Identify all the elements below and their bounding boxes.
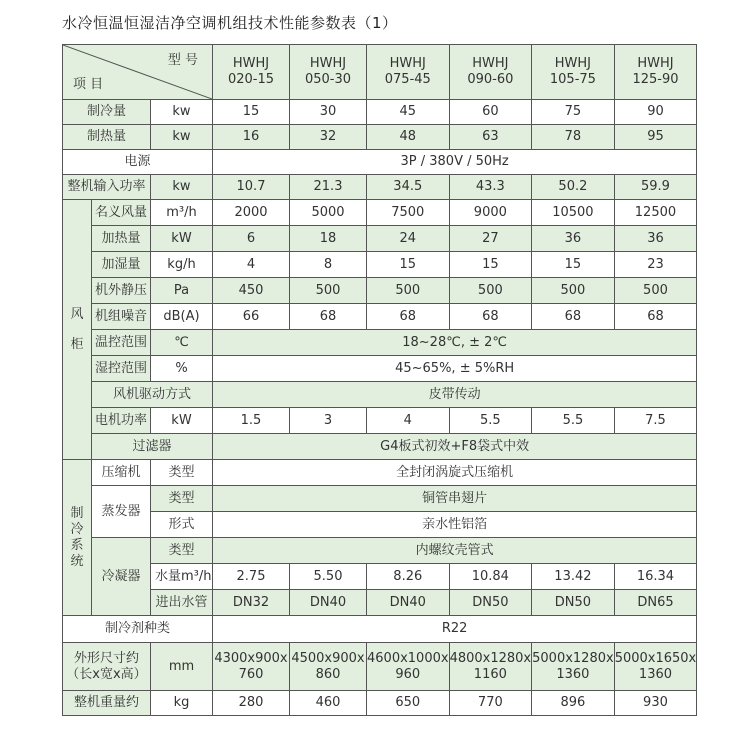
model-header: HWHJ 050-30 — [290, 45, 367, 100]
value-cell: 59.9 — [614, 175, 697, 200]
value-cell: 2000 — [213, 200, 290, 226]
table-row — [63, 150, 697, 175]
value-cell: 27 — [449, 226, 532, 252]
table-row — [63, 226, 697, 252]
row-label: 制热量 — [63, 125, 151, 150]
value-cell: 4300x900x 760 — [213, 643, 290, 691]
table-row — [63, 512, 697, 538]
refrigeration-group-label: 制 冷 系 统 — [63, 460, 92, 616]
value-cell: DN32 — [213, 590, 290, 616]
merged-value-cell: 亲水性铝箔 — [213, 512, 697, 538]
value-cell: 60 — [449, 100, 532, 125]
value-cell: 8.26 — [367, 564, 450, 590]
value-cell: 13.42 — [532, 564, 615, 590]
model-header: HWHJ 090-60 — [449, 45, 532, 100]
value-cell: 48 — [367, 125, 450, 150]
value-cell: 16.34 — [614, 564, 697, 590]
row-label: 风机驱动方式 — [92, 382, 213, 408]
row-label: 温控范围 — [92, 330, 151, 356]
value-cell: 500 — [449, 278, 532, 304]
merged-value-cell: 铜管串翅片 — [213, 486, 697, 512]
row-label: 机组噪音 — [92, 304, 151, 330]
row-label: 湿控范围 — [92, 356, 151, 382]
spec-table — [62, 44, 697, 716]
table-row — [63, 125, 697, 150]
value-cell: 2.75 — [213, 564, 290, 590]
value-cell: 21.3 — [290, 175, 367, 200]
header-corner — [63, 45, 213, 100]
unit-cell: mm — [151, 643, 213, 691]
value-cell: 68 — [290, 304, 367, 330]
table-row — [63, 538, 697, 564]
model-header: HWHJ 105-75 — [532, 45, 615, 100]
table-row — [63, 382, 697, 408]
merged-value-cell: 全封闭涡旋式压缩机 — [213, 460, 697, 486]
value-cell: 6 — [213, 226, 290, 252]
value-cell: 7500 — [367, 200, 450, 226]
table-row — [63, 278, 697, 304]
row-label: 加热量 — [92, 226, 151, 252]
table-row — [63, 564, 697, 590]
value-cell: 90 — [614, 100, 697, 125]
value-cell: 500 — [532, 278, 615, 304]
table-row — [63, 304, 697, 330]
row-label: 冷凝器 — [92, 538, 151, 616]
value-cell: 66 — [213, 304, 290, 330]
row-label: 名义风量 — [92, 200, 151, 226]
table-row — [63, 330, 697, 356]
value-cell: 450 — [213, 278, 290, 304]
value-cell: 5.5 — [532, 408, 615, 434]
value-cell: 12500 — [614, 200, 697, 226]
value-cell: 68 — [532, 304, 615, 330]
value-cell: 4500x900x 860 — [290, 643, 367, 691]
value-cell: 45 — [367, 100, 450, 125]
merged-value-cell: 皮带传动 — [213, 382, 697, 408]
value-cell: 5.5 — [449, 408, 532, 434]
table-row — [63, 175, 697, 200]
page-title: 水冷恒温恒湿洁净空调机组技术性能参数表（1） — [62, 14, 398, 32]
value-cell: 650 — [367, 691, 450, 716]
model-header: HWHJ 020-15 — [213, 45, 290, 100]
value-cell: 8 — [290, 252, 367, 278]
value-cell: 10500 — [532, 200, 615, 226]
unit-cell: Pa — [151, 278, 213, 304]
value-cell: 15 — [532, 252, 615, 278]
header-type-label: 型 号 — [167, 53, 198, 68]
value-cell: DN40 — [367, 590, 450, 616]
row-label: 过滤器 — [92, 434, 213, 460]
table-row — [63, 356, 697, 382]
header-item-label: 项 目 — [73, 77, 104, 92]
row-label: 蒸发器 — [92, 486, 151, 538]
value-cell: 68 — [367, 304, 450, 330]
value-cell: DN65 — [614, 590, 697, 616]
value-cell: DN50 — [449, 590, 532, 616]
unit-cell: kw — [151, 175, 213, 200]
fan-group-label: 风 柜 — [63, 200, 92, 460]
row-label: 电源 — [63, 150, 213, 175]
table-row — [63, 408, 697, 434]
merged-value-cell: R22 — [213, 616, 697, 643]
value-cell: 5000x1650x 1360 — [614, 643, 697, 691]
value-cell: 43.3 — [449, 175, 532, 200]
value-cell: 4 — [213, 252, 290, 278]
value-cell: 10.7 — [213, 175, 290, 200]
value-cell: 896 — [532, 691, 615, 716]
unit-cell: kg/h — [151, 252, 213, 278]
unit-cell: kg — [151, 691, 213, 716]
value-cell: 4800x1280x 1160 — [449, 643, 532, 691]
table-row — [63, 434, 697, 460]
value-cell: 1.5 — [213, 408, 290, 434]
value-cell: 460 — [290, 691, 367, 716]
row-label: 整机重量约 — [63, 691, 151, 716]
row-label: 整机输入功率 — [63, 175, 151, 200]
value-cell: 280 — [213, 691, 290, 716]
merged-value-cell: 3P / 380V / 50Hz — [213, 150, 697, 175]
value-cell: 50.2 — [532, 175, 615, 200]
value-cell: 63 — [449, 125, 532, 150]
unit-cell: m³/h — [151, 200, 213, 226]
value-cell: 5000x1280x 1360 — [532, 643, 615, 691]
value-cell: 15 — [449, 252, 532, 278]
value-cell: 10.84 — [449, 564, 532, 590]
sub-label: 进出水管 — [151, 590, 213, 616]
value-cell: 930 — [614, 691, 697, 716]
sub-label: 类型 — [151, 486, 213, 512]
table-row — [63, 616, 697, 643]
value-cell: 500 — [614, 278, 697, 304]
value-cell: 4 — [367, 408, 450, 434]
value-cell: 36 — [614, 226, 697, 252]
value-cell: 5000 — [290, 200, 367, 226]
table-row — [63, 691, 697, 716]
value-cell: 4600x1000x 960 — [367, 643, 450, 691]
unit-cell: kW — [151, 226, 213, 252]
value-cell: 23 — [614, 252, 697, 278]
unit-cell: kw — [151, 100, 213, 125]
model-header: HWHJ 075-45 — [367, 45, 450, 100]
table-row — [63, 200, 697, 226]
value-cell: 16 — [213, 125, 290, 150]
header-row — [63, 45, 697, 100]
sub-label: 类型 — [151, 460, 213, 486]
merged-value-cell: 18~28℃, ± 2℃ — [213, 330, 697, 356]
model-header: HWHJ 125-90 — [614, 45, 697, 100]
unit-cell: kw — [151, 125, 213, 150]
table-row — [63, 252, 697, 278]
value-cell: 75 — [532, 100, 615, 125]
row-label: 加湿量 — [92, 252, 151, 278]
table-row — [63, 486, 697, 512]
value-cell: 78 — [532, 125, 615, 150]
sub-label: 形式 — [151, 512, 213, 538]
table-row — [63, 460, 697, 486]
value-cell: 32 — [290, 125, 367, 150]
value-cell: 15 — [213, 100, 290, 125]
value-cell: 770 — [449, 691, 532, 716]
value-cell: 15 — [367, 252, 450, 278]
row-label: 制冷剂种类 — [63, 616, 213, 643]
value-cell: 95 — [614, 125, 697, 150]
table-row — [63, 643, 697, 691]
row-label: 压缩机 — [92, 460, 151, 486]
value-cell: 500 — [367, 278, 450, 304]
value-cell: 24 — [367, 226, 450, 252]
value-cell: 68 — [449, 304, 532, 330]
row-label: 电机功率 — [92, 408, 151, 434]
row-label: 外形尺寸约 （长x宽x高） — [63, 643, 151, 691]
value-cell: DN40 — [290, 590, 367, 616]
row-label: 制冷量 — [63, 100, 151, 125]
value-cell: 68 — [614, 304, 697, 330]
value-cell: 5.50 — [290, 564, 367, 590]
sub-label: 水量m³/h — [151, 564, 213, 590]
sub-label: 类型 — [151, 538, 213, 564]
merged-value-cell: 内螺纹壳管式 — [213, 538, 697, 564]
unit-cell: % — [151, 356, 213, 382]
merged-value-cell: 45~65%, ± 5%RH — [213, 356, 697, 382]
row-label: 机外静压 — [92, 278, 151, 304]
table-row — [63, 590, 697, 616]
value-cell: 34.5 — [367, 175, 450, 200]
value-cell: DN50 — [532, 590, 615, 616]
value-cell: 3 — [290, 408, 367, 434]
value-cell: 30 — [290, 100, 367, 125]
unit-cell: ℃ — [151, 330, 213, 356]
unit-cell: dB(A) — [151, 304, 213, 330]
value-cell: 7.5 — [614, 408, 697, 434]
unit-cell: kW — [151, 408, 213, 434]
value-cell: 18 — [290, 226, 367, 252]
value-cell: 500 — [290, 278, 367, 304]
value-cell: 36 — [532, 226, 615, 252]
merged-value-cell: G4板式初效+F8袋式中效 — [213, 434, 697, 460]
table-row — [63, 100, 697, 125]
value-cell: 9000 — [449, 200, 532, 226]
